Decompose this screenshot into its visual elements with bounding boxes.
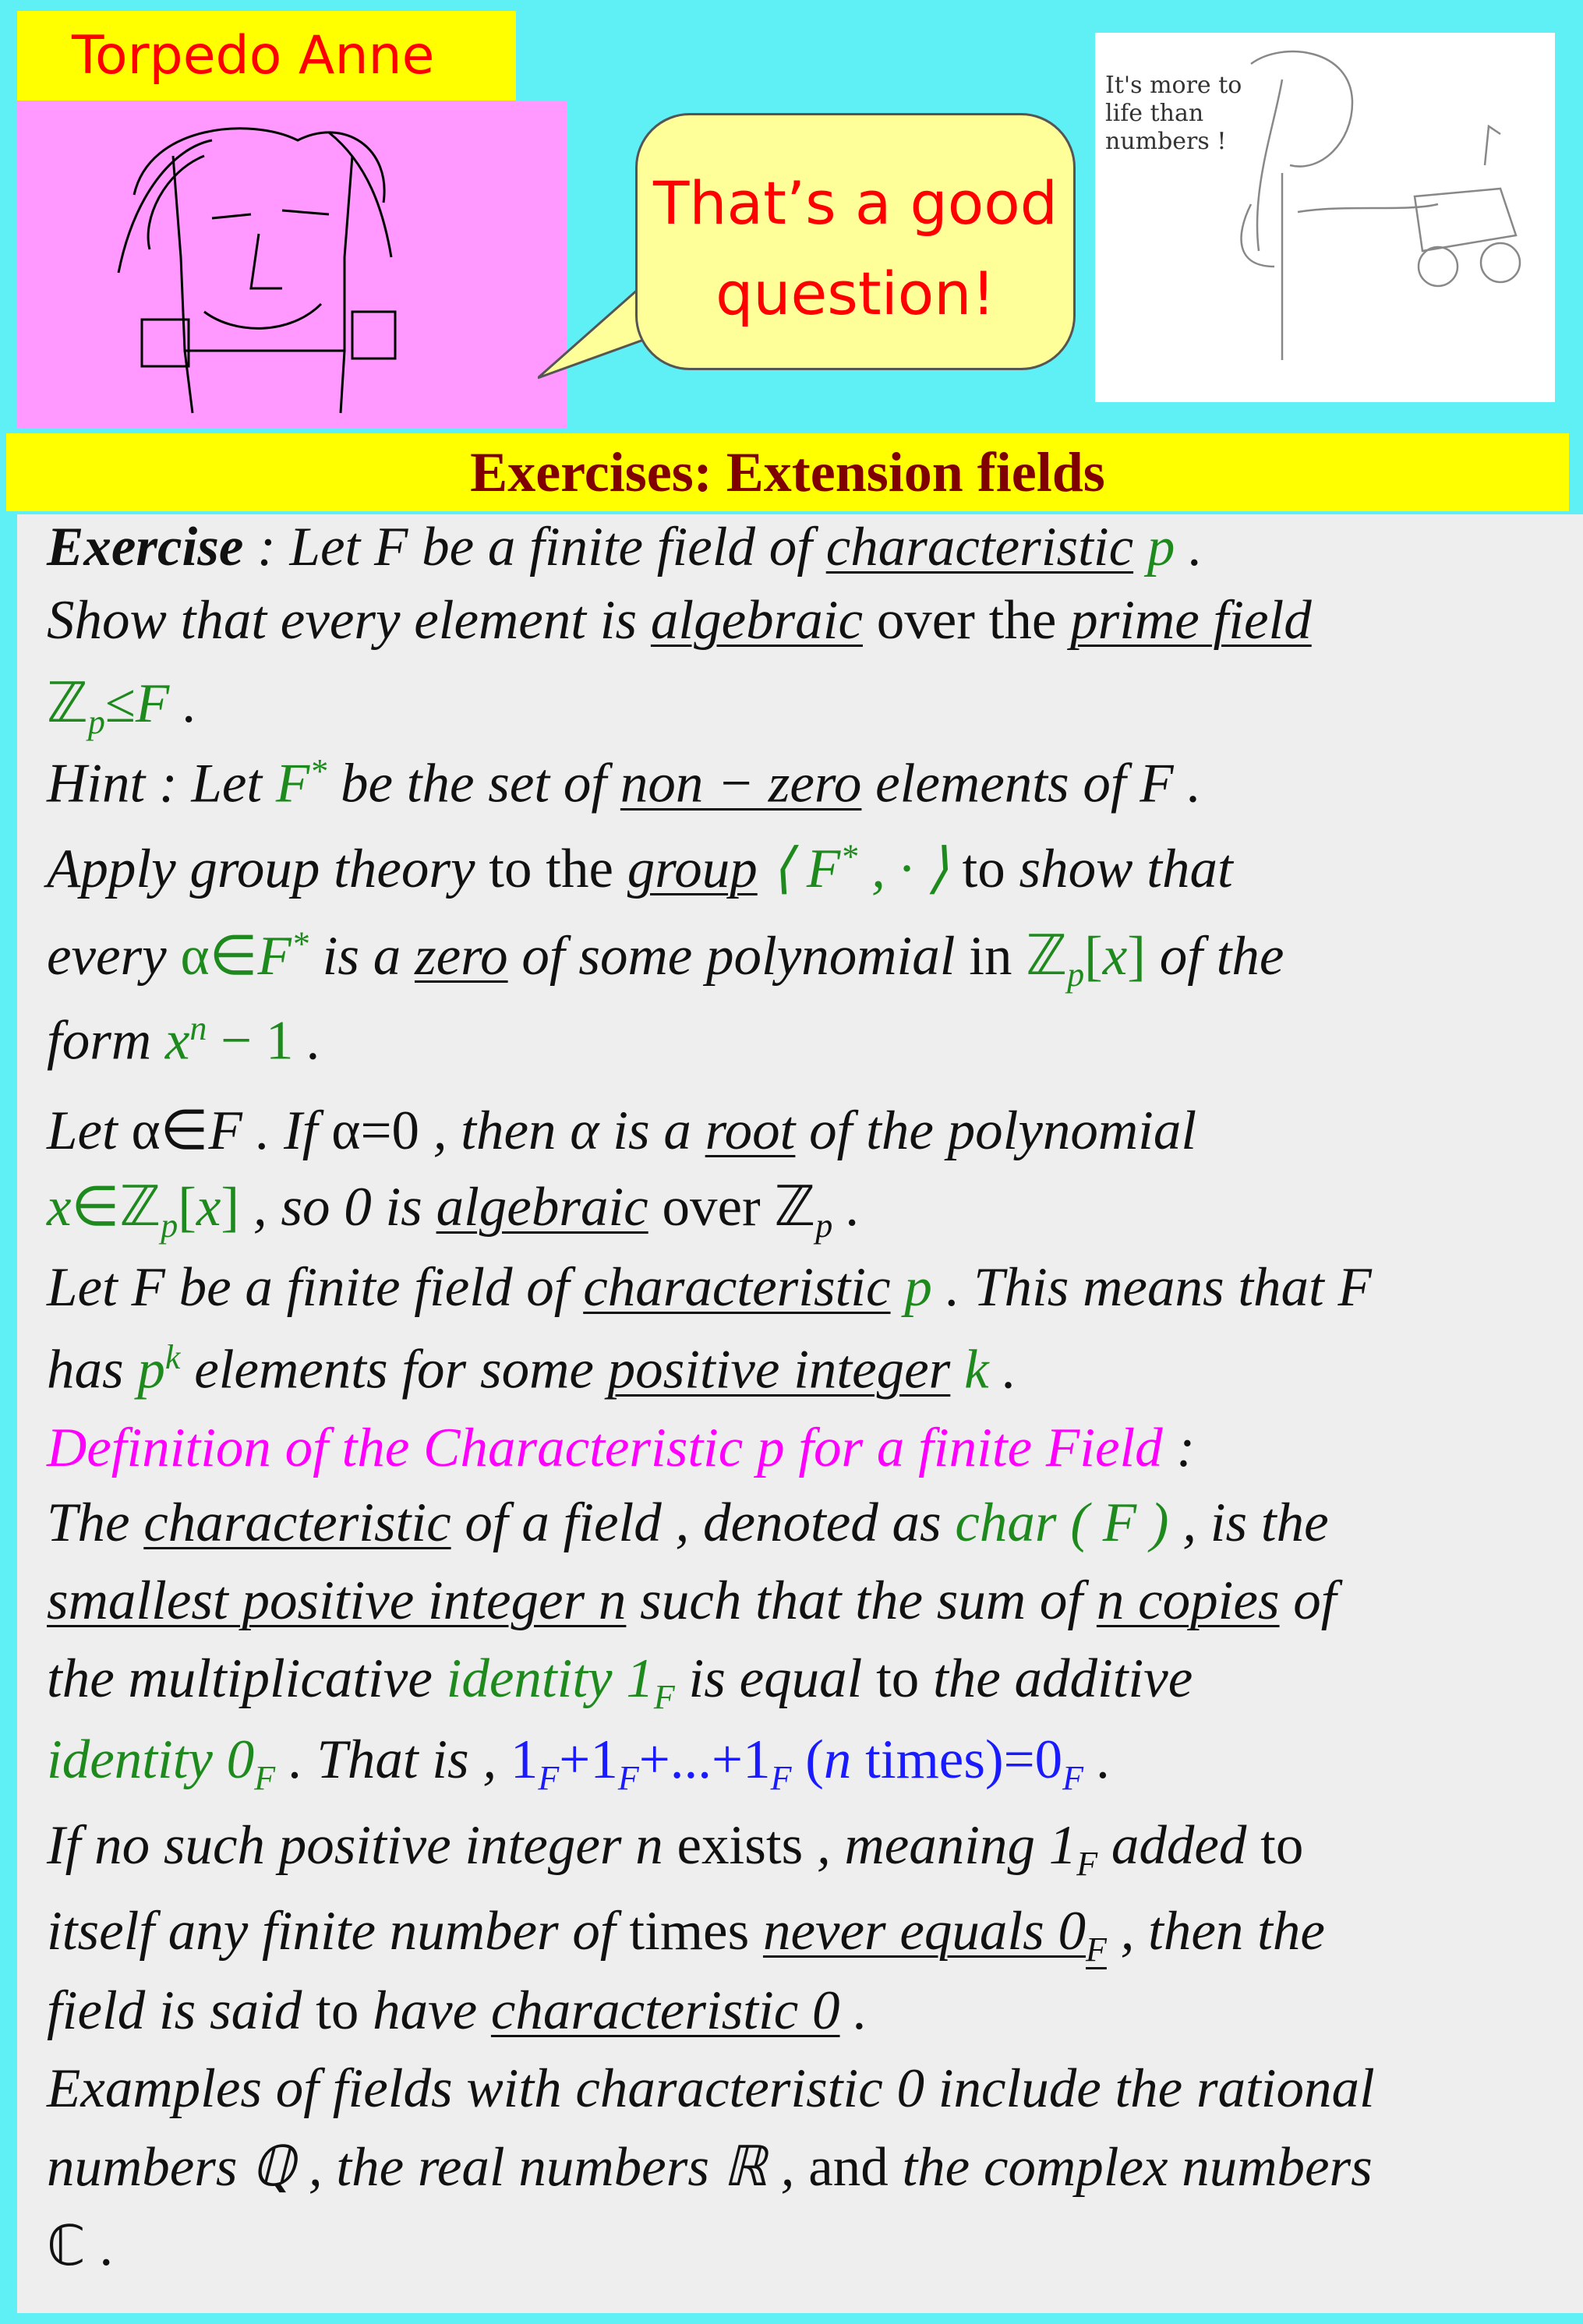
text-segment: α∈ — [131, 1100, 209, 1161]
text-segment: has — [47, 1339, 138, 1400]
text-segment: * — [309, 752, 327, 790]
text-segment: algebraic — [436, 1177, 648, 1238]
text-segment: n copies — [1096, 1570, 1280, 1631]
text-segment: characteristic — [583, 1257, 891, 1318]
text-segment: F — [257, 926, 292, 987]
text-segment: characteristic — [143, 1492, 451, 1553]
text-segment: be the set of — [327, 753, 620, 814]
text-segment: have — [359, 1980, 491, 2041]
text-segment: : Let F be a finite field of — [243, 517, 826, 577]
text-line — [47, 516, 1203, 579]
text-segment: Examples of fields with characteristic 0 include the rational — [47, 2058, 1375, 2119]
text-segment: . This means that F — [931, 1257, 1372, 1318]
text-segment — [1133, 517, 1147, 577]
text-segment: . — [988, 1339, 1017, 1400]
text-segment: k — [964, 1339, 989, 1400]
text-segment: algebraic — [650, 590, 863, 651]
text-segment: F — [653, 1678, 675, 1717]
text-segment: If no such positive integer n — [47, 1815, 677, 1876]
text-segment: over the — [862, 590, 1071, 651]
text-segment: F — [538, 1759, 560, 1798]
text-segment — [749, 1901, 763, 1962]
exercise-content — [17, 514, 1583, 2313]
text-segment: root — [705, 1100, 796, 1161]
text-segment: : — [1162, 1418, 1196, 1478]
text-segment: to — [876, 1648, 920, 1709]
text-segment: Show that every element is — [47, 590, 651, 651]
text-segment: of some polynomial — [507, 926, 970, 987]
text-segment: times — [629, 1901, 750, 1962]
text-segment: * — [291, 924, 309, 963]
text-segment: Let F be a finite field of — [47, 1257, 584, 1318]
text-segment: of the polynomial — [795, 1100, 1197, 1161]
text-segment: to — [1260, 1815, 1304, 1876]
text-segment: k — [164, 1338, 181, 1376]
text-line — [47, 1570, 1337, 1633]
text-segment: F — [254, 1759, 276, 1798]
text-segment: [ — [1084, 926, 1103, 987]
text-segment: F — [770, 1759, 792, 1798]
text-segment: Apply group theory — [47, 839, 489, 899]
text-segment: smallest positive integer n — [47, 1570, 627, 1631]
text-segment: − 1 — [207, 1010, 294, 1072]
text-segment: n — [823, 1729, 852, 1790]
page-title: Exercises: Extension fields — [6, 433, 1569, 511]
text-line — [47, 751, 1201, 816]
text-segment: p — [161, 1206, 178, 1245]
text-segment: x — [164, 1010, 190, 1072]
text-segment: ] — [221, 1177, 240, 1238]
text-segment: added — [1097, 1815, 1261, 1876]
text-segment: . — [1083, 1729, 1111, 1790]
text-line — [47, 1008, 321, 1073]
text-line — [47, 1492, 1329, 1555]
text-segment: ℤ — [1026, 926, 1068, 987]
text-line — [47, 1814, 1303, 1884]
text-segment: show that — [1019, 839, 1233, 899]
text-segment: ℂ . — [47, 2216, 114, 2277]
text-segment: every — [47, 926, 181, 987]
text-segment: +1 — [559, 1729, 618, 1790]
text-segment: to the — [489, 839, 613, 899]
text-line — [47, 2134, 1373, 2199]
text-line — [47, 2057, 1375, 2121]
text-line — [47, 1097, 1196, 1163]
text-segment: p — [1067, 955, 1085, 994]
text-segment: p — [87, 703, 105, 742]
text-segment: p — [904, 1257, 932, 1318]
text-segment: char ( F ) — [955, 1492, 1169, 1553]
text-segment: itself any finite number of — [47, 1901, 630, 1962]
text-segment: of a field , denoted as — [451, 1492, 956, 1553]
text-segment: The — [47, 1492, 144, 1553]
text-segment: F — [275, 753, 310, 814]
text-segment: , then α is a — [419, 1100, 705, 1161]
text-segment — [891, 1257, 905, 1318]
text-segment: , then the — [1106, 1901, 1325, 1962]
text-segment: to — [316, 1980, 359, 2041]
text-segment: , is the — [1168, 1492, 1329, 1553]
text-line — [47, 1256, 1372, 1319]
text-segment: zero — [414, 926, 508, 987]
text-segment: , so 0 is — [239, 1177, 436, 1238]
text-segment: p — [137, 1339, 165, 1400]
text-segment: Exercise — [47, 517, 244, 577]
text-segment: * — [840, 837, 858, 876]
text-segment: ∈ℤ — [71, 1177, 161, 1238]
text-segment: is equal — [674, 1648, 877, 1709]
text-segment: x — [47, 1177, 72, 1238]
text-segment: non − zero — [620, 753, 862, 814]
character-portrait — [17, 101, 567, 429]
text-segment: in — [969, 926, 1026, 987]
text-segment: field is said — [47, 1980, 316, 2041]
text-line — [47, 1980, 867, 2043]
text-line — [47, 835, 1233, 901]
text-segment: Let — [47, 1100, 132, 1161]
text-segment: α∈ — [180, 926, 258, 987]
text-segment: Hint : Let — [47, 753, 276, 814]
text-segment: form — [47, 1010, 165, 1072]
text-segment: , meaning 1 — [803, 1815, 1077, 1876]
text-segment: +...+1 — [638, 1729, 771, 1790]
character-name-label: Torpedo Anne — [17, 11, 516, 101]
text-segment: elements for some — [180, 1339, 608, 1400]
text-segment: positive integer — [607, 1339, 951, 1400]
text-segment: , · ⟩ — [857, 839, 949, 899]
text-line — [47, 670, 197, 742]
text-segment: characteristic 0 — [490, 1980, 840, 2041]
text-line — [47, 923, 1284, 994]
text-line — [47, 1900, 1325, 1969]
text-segment: F — [1076, 1845, 1098, 1884]
text-segment: ≤ — [104, 673, 136, 734]
text-segment: such that the sum of — [626, 1570, 1097, 1631]
text-segment: the additive — [919, 1648, 1193, 1709]
text-segment: F — [135, 673, 170, 734]
text-segment: F — [617, 1759, 639, 1798]
face-drawing-icon — [17, 101, 567, 429]
text-segment: ⟨ F — [757, 839, 841, 899]
text-segment: . — [1175, 517, 1203, 577]
text-segment: p — [1147, 517, 1175, 577]
text-line — [47, 589, 1312, 652]
text-segment: identity 1 — [446, 1648, 654, 1709]
text-segment: n — [189, 1009, 207, 1047]
text-segment: . — [293, 1010, 321, 1072]
text-segment: ℤ — [47, 673, 88, 734]
text-segment: ℤ — [774, 1177, 816, 1238]
text-segment: group — [627, 839, 758, 899]
text-segment: ( — [791, 1729, 824, 1790]
text-segment: of the — [1145, 926, 1284, 987]
text-segment: prime field — [1070, 590, 1312, 651]
text-segment: . That is , — [275, 1729, 511, 1790]
text-segment: is a — [308, 926, 415, 987]
text-segment: x — [1102, 926, 1128, 987]
text-segment: over — [648, 1177, 775, 1238]
text-segment — [613, 839, 627, 899]
text-segment: p — [815, 1206, 833, 1245]
text-line — [47, 1648, 1193, 1717]
text-segment: the multiplicative — [47, 1648, 447, 1709]
text-segment: exists — [677, 1815, 804, 1876]
text-segment: elements of F . — [861, 753, 1202, 814]
speech-bubble: That’s a good question! — [635, 113, 1076, 370]
text-line — [47, 2213, 113, 2279]
text-segment: F . If — [208, 1100, 332, 1161]
text-segment: F — [1062, 1759, 1084, 1798]
text-line — [47, 1417, 1195, 1480]
text-line — [47, 1174, 860, 1245]
text-segment: F — [1086, 1930, 1107, 1969]
text-segment: and — [808, 2137, 889, 2198]
text-segment: of — [1279, 1570, 1337, 1631]
text-segment: the complex numbers — [888, 2137, 1373, 2198]
text-segment: α=0 — [331, 1100, 420, 1161]
text-segment: . — [839, 1980, 868, 2041]
sketch-caption: It's more to life than numbers ! — [1105, 72, 1242, 155]
text-segment: characteristic — [825, 517, 1134, 577]
text-segment: never equals 0 — [762, 1901, 1086, 1962]
text-segment: Definition of the Characteristic p for a finite Field — [47, 1418, 1163, 1478]
text-segment: identity 0 — [47, 1729, 255, 1790]
text-segment: . — [832, 1177, 860, 1238]
text-segment: 1 — [510, 1729, 539, 1790]
text-line — [47, 1337, 1016, 1402]
text-segment: x — [196, 1177, 221, 1238]
text-segment: numbers ℚ , the real numbers ℝ , — [47, 2137, 809, 2198]
text-segment: ] — [1127, 926, 1146, 987]
text-segment: to — [948, 839, 1019, 899]
text-segment — [950, 1340, 964, 1400]
text-segment: . — [169, 673, 197, 734]
text-segment: times)=0 — [851, 1729, 1063, 1790]
text-segment: [ — [178, 1177, 196, 1238]
text-line — [47, 1729, 1111, 1798]
